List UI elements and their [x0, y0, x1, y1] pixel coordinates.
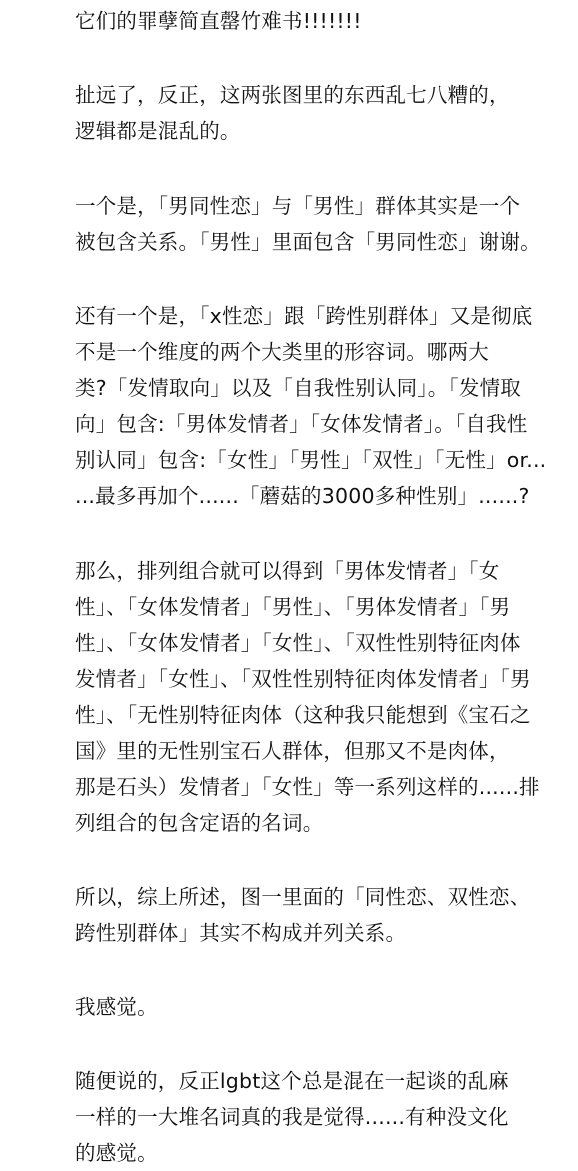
text-line: 一个是，「男同性恋」与「男性」群体其实是一个	[75, 194, 521, 218]
text-line: 扯远了，反正，这两张图里的东西乱七八糟的，	[75, 83, 510, 107]
text-line: 的感觉。	[75, 1141, 158, 1165]
text-line: 性」、「无性别特征肉体（这种我只能想到《宝石之	[75, 703, 531, 727]
text-line: 还有一个是，「x性恋」跟「跨性别群体」又是彻底	[75, 304, 533, 328]
text-line: 它们的罪孽简直罄竹难书!!!!!!!	[75, 9, 362, 33]
text-line: 我感觉。	[75, 995, 158, 1019]
text-line: 类?「发情取向」以及「自我性别认同」。「发情取	[75, 376, 521, 400]
paragraph-3	[75, 188, 570, 260]
paragraph-4	[75, 298, 570, 514]
text-line: 性」、「女体发情者」「女性」、「双性性别特征肉体	[75, 631, 521, 655]
text-line: 向」包含:「男体发情者」「女体发情者」。「自我性	[75, 412, 528, 436]
paragraph-2	[75, 77, 570, 149]
text-line: 国》里的无性别宝石人群体，但那又不是肉体，	[75, 739, 510, 763]
text-line: ...最多再加个......「蘑菇的3000多种性别」......?	[75, 484, 530, 508]
post-body	[75, 0, 570, 1171]
text-line: 那是石头）发情者」「女性」等一系列这样的......排	[75, 775, 540, 799]
text-line: 跨性别群体」其实不构成并列关系。	[75, 921, 407, 945]
text-line: 随便说的，反正lgbt这个总是混在一起谈的乱麻	[75, 1069, 509, 1093]
paragraph-7	[75, 989, 570, 1025]
text-line: 别认同」包含:「女性」「男性」「双性」「无性」or...	[75, 448, 547, 472]
paragraph-6	[75, 879, 570, 951]
text-line: 逻辑都是混乱的。	[75, 119, 241, 143]
text-line: 列组合的包含定语的名词。	[75, 811, 324, 835]
text-line: 性」、「女体发情者」「男性」、「男体发情者」「男	[75, 595, 511, 619]
text-line: 所以，综上所述，图一里面的「同性恋、双性恋、	[75, 885, 531, 909]
text-line: 被包含关系。「男性」里面包含「男同性恋」谢谢。	[75, 230, 541, 254]
paragraph-8	[75, 1063, 570, 1171]
text-line: 发情者」「女性」、「双性性别特征肉体发情者」「男	[75, 667, 531, 691]
paragraph-5	[75, 553, 570, 841]
text-line: 不是一个维度的两个大类里的形容词。哪两大	[75, 340, 489, 364]
paragraph-1	[75, 3, 570, 39]
text-line: 一样的一大堆名词真的我是觉得......有种没文化	[75, 1105, 509, 1129]
text-line: 那么，排列组合就可以得到「男体发情者」「女	[75, 559, 500, 583]
